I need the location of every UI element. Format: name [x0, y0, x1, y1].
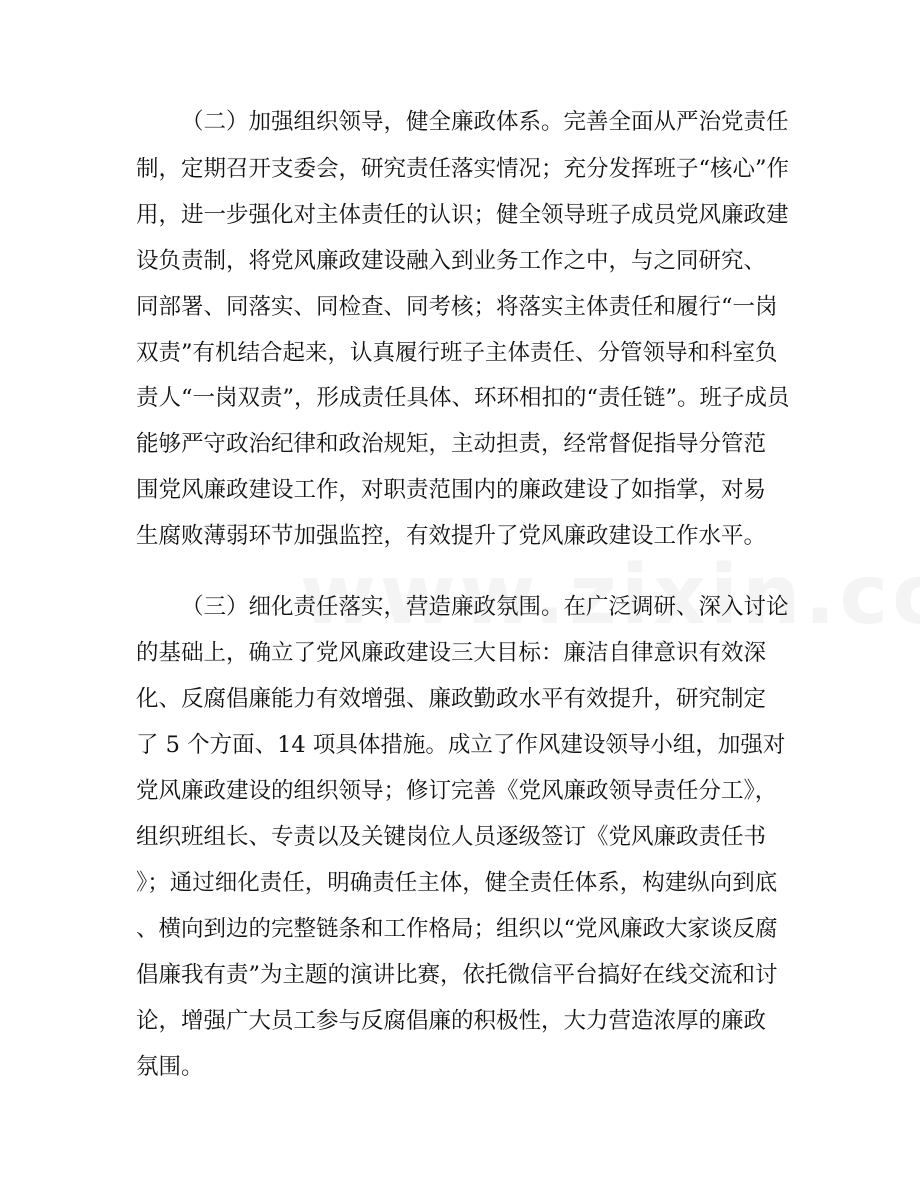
- paragraph-line: 制，定期召开支委会，研究责任落实情况；充分发挥班子“核心”作: [136, 156, 790, 182]
- paragraph-line: 的基础上，确立了党风廉政建设三大目标：廉洁自律意识有效深: [136, 640, 767, 666]
- paragraph-line: 组织班组长、专责以及关键岗位人员逐级签订《党风廉政责任书: [136, 824, 767, 850]
- paragraph-line: 论，增强广大员工参与反腐倡廉的积极性，大力营造浓厚的廉政: [136, 1008, 767, 1034]
- paragraph-line: 能够严守政治纪律和政治规矩，主动担责，经常督促指导分管范: [136, 431, 767, 457]
- paragraph-line: 双责”有机结合起来，认真履行班子主体责任、分管领导和科室负: [136, 340, 778, 366]
- paragraph-line: 党风廉政建设的组织领导；修订完善《党风廉政领导责任分工》，: [136, 778, 778, 804]
- paragraph-line: 同部署、同落实、同检查、同考核；将落实主体责任和履行“一岗: [136, 294, 778, 320]
- paragraph-line: 倡廉我有责”为主题的演讲比赛，依托微信平台搞好在线交流和讨: [136, 962, 778, 988]
- paragraph-line: 用，进一步强化对主体责任的认识；健全领导班子成员党风廉政建: [136, 202, 789, 228]
- paragraph-line: 了 5 个方面、14 项具体措施。成立了作风建设领导小组，加强对: [136, 732, 786, 758]
- paragraph-line: 氛围。: [136, 1054, 204, 1080]
- paragraph-line: （二）加强组织领导，健全廉政体系。完善全面从严治党责任: [181, 109, 789, 135]
- paragraph-line: 设负责制，将党风廉政建设融入到业务工作之中，与之同研究、: [136, 248, 767, 274]
- paragraph-line: （三）细化责任落实，营造廉政氛围。在广泛调研、深入讨论: [181, 594, 789, 620]
- paragraph-line: 化、反腐倡廉能力有效增强、廉政勤政水平有效提升，研究制定: [136, 686, 767, 712]
- paragraph-line: 》；通过细化责任，明确责任主体，健全责任体系，构建纵向到底: [136, 870, 778, 896]
- paragraph-line: 责人“一岗双责”，形成责任具体、环环相扣的“责任链”。班子成员: [136, 385, 790, 411]
- paragraph-line: 围党风廉政建设工作，对职责范围内的廉政建设了如指掌，对易: [136, 477, 767, 503]
- paragraph-line: 、横向到边的完整链条和工作格局；组织以“党风廉政大家谈反腐: [136, 916, 778, 942]
- paragraph-line: 生腐败薄弱环节加强监控，有效提升了党风廉政建设工作水平。: [136, 523, 767, 549]
